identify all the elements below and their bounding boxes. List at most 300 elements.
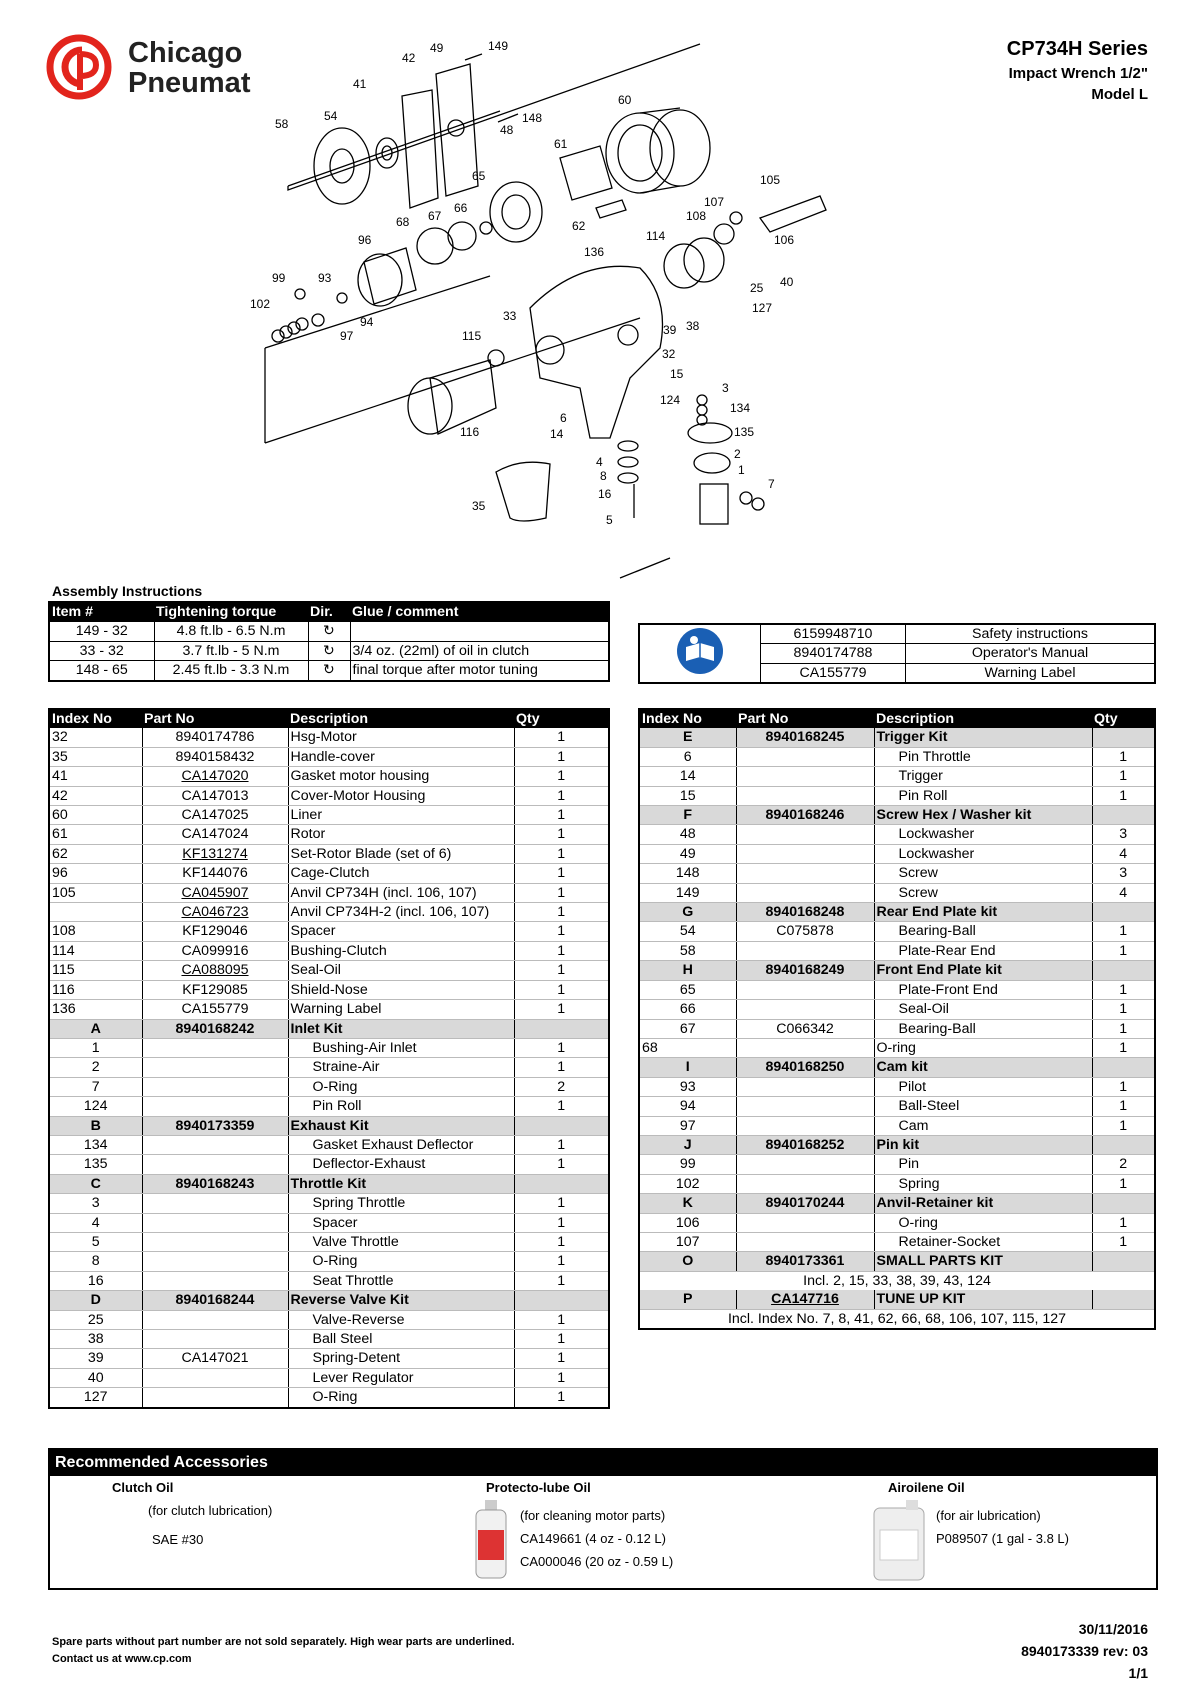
part-number: KF131274	[142, 844, 288, 863]
part-description: Rear End Plate kit	[874, 903, 1092, 922]
part-number: CA046723	[142, 903, 288, 922]
part-row	[49, 922, 609, 941]
svg-text:25: 25	[750, 281, 764, 295]
part-description: Seat Throttle	[288, 1271, 514, 1290]
part-index: 6	[639, 747, 736, 766]
col-part: Part No	[142, 709, 288, 728]
part-row	[49, 747, 609, 766]
part-index: H	[639, 961, 736, 980]
svg-text:96: 96	[358, 233, 372, 247]
svg-text:108: 108	[686, 209, 707, 223]
part-index: 62	[49, 844, 142, 863]
part-qty: 1	[514, 1155, 609, 1174]
svg-text:106: 106	[774, 233, 795, 247]
part-index: C	[49, 1174, 142, 1193]
part-qty: 1	[1092, 941, 1155, 960]
part-row	[49, 961, 609, 980]
part-index: 1	[49, 1038, 142, 1057]
part-qty: 1	[1092, 980, 1155, 999]
part-row	[639, 1155, 1155, 1174]
assembly-item: 148 - 65	[49, 661, 154, 681]
part-qty: 1	[514, 806, 609, 825]
part-qty: 1	[514, 1097, 609, 1116]
svg-text:6: 6	[560, 411, 567, 425]
part-qty: 1	[1092, 1232, 1155, 1251]
part-description: Spacer	[288, 922, 514, 941]
part-number: KF129085	[142, 980, 288, 999]
part-qty: 1	[514, 844, 609, 863]
col-qty: Qty	[1092, 709, 1155, 728]
part-row	[639, 1038, 1155, 1057]
svg-text:1: 1	[738, 463, 745, 477]
svg-text:124: 124	[660, 393, 681, 407]
part-index: I	[639, 1058, 736, 1077]
part-row	[639, 941, 1155, 960]
part-qty: 1	[514, 980, 609, 999]
part-index: E	[639, 728, 736, 747]
part-description: Throttle Kit	[288, 1174, 514, 1193]
part-index: 7	[49, 1077, 142, 1096]
part-index: 65	[639, 980, 736, 999]
part-number	[736, 786, 874, 805]
part-qty: 1	[514, 1058, 609, 1077]
part-index: 16	[49, 1271, 142, 1290]
part-number: 8940168248	[736, 903, 874, 922]
part-number	[142, 1097, 288, 1116]
part-number	[142, 1310, 288, 1329]
protecto-details	[520, 1504, 673, 1573]
document-header	[1007, 38, 1148, 103]
part-number	[736, 1097, 874, 1116]
part-qty	[1092, 728, 1155, 747]
svg-text:48: 48	[500, 123, 514, 137]
part-description: Cam	[874, 1116, 1092, 1135]
svg-text:42: 42	[402, 51, 416, 65]
svg-text:35: 35	[472, 499, 486, 513]
part-qty: 1	[514, 1271, 609, 1290]
svg-text:60: 60	[618, 93, 632, 107]
part-description: Valve Throttle	[288, 1232, 514, 1251]
part-description: Bushing-Clutch	[288, 941, 514, 960]
part-description: Warning Label	[288, 1000, 514, 1019]
kit-includes-row	[639, 1271, 1155, 1290]
part-index: 115	[49, 961, 142, 980]
part-qty: 1	[514, 1232, 609, 1251]
assembly-row	[49, 622, 609, 641]
part-qty: 1	[514, 1310, 609, 1329]
part-qty: 1	[514, 922, 609, 941]
part-qty: 1	[1092, 1213, 1155, 1232]
assembly-item: 149 - 32	[49, 622, 154, 641]
part-row	[49, 767, 609, 786]
part-index: 61	[49, 825, 142, 844]
accessories-title: Recommended Accessories	[50, 1450, 1156, 1476]
cp-logo-icon	[46, 34, 112, 100]
col-torque: Tightening torque	[154, 602, 308, 622]
part-description: SMALL PARTS KIT	[874, 1252, 1092, 1271]
svg-text:105: 105	[760, 173, 781, 187]
part-number: CA147716	[736, 1290, 874, 1309]
assembly-row	[49, 641, 609, 660]
assembly-table	[48, 601, 610, 682]
svg-text:33: 33	[503, 309, 517, 323]
part-row	[49, 980, 609, 999]
part-row	[639, 825, 1155, 844]
part-number: 8940173361	[736, 1252, 874, 1271]
col-desc: Description	[288, 709, 514, 728]
svg-text:41: 41	[353, 77, 367, 91]
footer-page: 1/1	[1128, 1665, 1148, 1681]
part-row	[639, 1232, 1155, 1251]
part-index: 67	[639, 1019, 736, 1038]
part-number	[736, 1213, 874, 1232]
kit-header-row	[639, 1290, 1155, 1309]
part-number: KF144076	[142, 864, 288, 883]
part-index: 41	[49, 767, 142, 786]
part-row	[49, 1000, 609, 1019]
footer-doc-info	[1021, 1618, 1148, 1684]
assembly-torque: 2.45 ft.lb - 3.3 N.m	[154, 661, 308, 681]
part-qty: 1	[514, 1388, 609, 1408]
svg-text:66: 66	[454, 201, 468, 215]
part-row	[49, 844, 609, 863]
part-row	[49, 1194, 609, 1213]
part-row	[639, 1077, 1155, 1096]
part-row	[49, 786, 609, 805]
footer-contact: Contact us at www.cp.com	[52, 1653, 192, 1665]
part-description: Lockwasher	[874, 844, 1092, 863]
part-index: 97	[639, 1116, 736, 1135]
part-description: Bearing-Ball	[874, 1019, 1092, 1038]
part-number	[736, 767, 874, 786]
part-description: Valve-Reverse	[288, 1310, 514, 1329]
part-index: 40	[49, 1368, 142, 1387]
part-index: 102	[639, 1174, 736, 1193]
part-description: O-Ring	[288, 1252, 514, 1271]
part-description: Gasket Exhaust Deflector	[288, 1135, 514, 1154]
part-description: Trigger Kit	[874, 728, 1092, 747]
document-row	[639, 624, 1155, 644]
part-qty: 1	[1092, 1116, 1155, 1135]
assembly-item: 33 - 32	[49, 641, 154, 660]
part-index: D	[49, 1291, 142, 1310]
col-comment: Glue / comment	[350, 602, 609, 622]
part-qty: 3	[1092, 825, 1155, 844]
part-qty: 1	[1092, 786, 1155, 805]
part-qty: 1	[514, 747, 609, 766]
part-index: 135	[49, 1155, 142, 1174]
part-description: Bearing-Ball	[874, 922, 1092, 941]
kit-header-row	[49, 1116, 609, 1135]
part-description: Retainer-Socket	[874, 1232, 1092, 1251]
kit-header-row	[639, 903, 1155, 922]
part-description: Spacer	[288, 1213, 514, 1232]
part-description: Rotor	[288, 825, 514, 844]
svg-text:136: 136	[584, 245, 605, 259]
part-index: 108	[49, 922, 142, 941]
parts-table-left	[48, 708, 610, 1409]
part-row	[49, 1368, 609, 1387]
svg-text:102: 102	[250, 297, 271, 311]
part-number: 8940168244	[142, 1291, 288, 1310]
part-description: Spring-Detent	[288, 1349, 514, 1368]
clutch-oil	[112, 1480, 272, 1547]
part-description: O-ring	[874, 1038, 1092, 1057]
col-qty: Qty	[514, 709, 609, 728]
kit-header-row	[639, 1135, 1155, 1154]
part-number: CA147013	[142, 786, 288, 805]
part-description: Seal-Oil	[874, 1000, 1092, 1019]
part-qty: 2	[514, 1077, 609, 1096]
part-row	[49, 1388, 609, 1408]
part-qty	[1092, 1290, 1155, 1309]
part-number: 8940168252	[736, 1135, 874, 1154]
document-number: 6159948710	[761, 624, 906, 644]
svg-text:65: 65	[472, 169, 486, 183]
part-row	[639, 1116, 1155, 1135]
part-row	[49, 1135, 609, 1154]
documents-table	[638, 623, 1156, 684]
part-number	[736, 1038, 874, 1057]
svg-text:68: 68	[396, 215, 410, 229]
svg-text:135: 135	[734, 425, 755, 439]
part-qty: 1	[514, 1349, 609, 1368]
part-number	[736, 825, 874, 844]
part-index: 60	[49, 806, 142, 825]
part-row	[49, 883, 609, 902]
part-row	[49, 1077, 609, 1096]
kit-header-row	[49, 1019, 609, 1038]
part-number	[142, 1135, 288, 1154]
svg-text:14: 14	[550, 427, 564, 441]
part-number	[736, 980, 874, 999]
part-description: Anvil CP734H (incl. 106, 107)	[288, 883, 514, 902]
part-description: TUNE UP KIT	[874, 1290, 1092, 1309]
part-description: Exhaust Kit	[288, 1116, 514, 1135]
part-description: Handle-cover	[288, 747, 514, 766]
part-description: Bushing-Air Inlet	[288, 1038, 514, 1057]
document-description: Operator's Manual	[906, 644, 1156, 663]
part-number: 8940168242	[142, 1019, 288, 1038]
brand-logo	[46, 34, 286, 100]
part-row	[49, 825, 609, 844]
part-description: Pin kit	[874, 1135, 1092, 1154]
part-number	[736, 1232, 874, 1251]
airoilene-details	[936, 1504, 1069, 1550]
part-index: 35	[49, 747, 142, 766]
part-description: Screw	[874, 883, 1092, 902]
kit-header-row	[639, 1194, 1155, 1213]
footer-doc-number: 8940173339 rev: 03	[1021, 1643, 1148, 1659]
svg-text:15: 15	[670, 367, 684, 381]
part-number	[736, 941, 874, 960]
part-number	[142, 1232, 288, 1251]
part-row	[49, 1271, 609, 1290]
part-description: Front End Plate kit	[874, 961, 1092, 980]
part-number	[736, 747, 874, 766]
part-qty: 1	[514, 825, 609, 844]
kit-header-row	[49, 1291, 609, 1310]
part-description: Screw	[874, 864, 1092, 883]
part-index: O	[639, 1252, 736, 1271]
part-row	[49, 903, 609, 922]
part-description: Trigger	[874, 767, 1092, 786]
airoilene-name: Airoilene Oil	[888, 1480, 965, 1495]
assembly-title: Assembly Instructions	[52, 583, 203, 599]
part-qty	[1092, 806, 1155, 825]
part-row	[639, 786, 1155, 805]
svg-text:127: 127	[752, 301, 773, 315]
part-index: 8	[49, 1252, 142, 1271]
assembly-torque: 3.7 ft.lb - 5 N.m	[154, 641, 308, 660]
part-description: Cage-Clutch	[288, 864, 514, 883]
part-row	[639, 767, 1155, 786]
part-qty: 1	[1092, 1077, 1155, 1096]
part-qty	[514, 1116, 609, 1135]
part-qty: 1	[514, 883, 609, 902]
part-index: 48	[639, 825, 736, 844]
part-index: 94	[639, 1097, 736, 1116]
part-index: 93	[639, 1077, 736, 1096]
part-description: Ball-Steel	[874, 1097, 1092, 1116]
col-item: Item #	[49, 602, 154, 622]
series-title: CP734H Series	[1006, 38, 1148, 60]
part-qty: 1	[514, 903, 609, 922]
airoilene-part1: P089507 (1 gal - 3.8 L)	[936, 1531, 1069, 1546]
part-number	[142, 1388, 288, 1408]
document-description: Warning Label	[906, 663, 1156, 683]
part-qty: 1	[1092, 1038, 1155, 1057]
part-row	[639, 864, 1155, 883]
svg-text:39: 39	[663, 323, 677, 337]
svg-text:16: 16	[598, 487, 612, 501]
part-qty: 1	[514, 767, 609, 786]
kit-header-row	[49, 1174, 609, 1193]
svg-text:134: 134	[730, 401, 751, 415]
part-index: 58	[639, 941, 736, 960]
part-qty: 4	[1092, 883, 1155, 902]
part-qty	[1092, 903, 1155, 922]
manual-icon	[639, 624, 761, 683]
part-description: Lever Regulator	[288, 1368, 514, 1387]
part-index: 114	[49, 941, 142, 960]
part-description: Shield-Nose	[288, 980, 514, 999]
airoilene-jug-image	[870, 1500, 928, 1582]
part-number: 8940168249	[736, 961, 874, 980]
part-qty: 1	[514, 961, 609, 980]
part-number	[736, 1116, 874, 1135]
part-index: 3	[49, 1194, 142, 1213]
part-index: 134	[49, 1135, 142, 1154]
col-index: Index No	[639, 709, 736, 728]
part-index: P	[639, 1290, 736, 1309]
part-index: 107	[639, 1232, 736, 1251]
part-qty: 1	[1092, 1000, 1155, 1019]
svg-text:49: 49	[430, 41, 444, 55]
svg-text:8: 8	[600, 469, 607, 483]
part-index: 124	[49, 1097, 142, 1116]
svg-text:38: 38	[686, 319, 700, 333]
part-index: A	[49, 1019, 142, 1038]
part-description: Deflector-Exhaust	[288, 1155, 514, 1174]
part-number: CA147024	[142, 825, 288, 844]
part-qty: 1	[514, 1213, 609, 1232]
part-qty: 1	[514, 1135, 609, 1154]
part-index: 4	[49, 1213, 142, 1232]
part-description: Pin Roll	[874, 786, 1092, 805]
svg-text:149: 149	[488, 39, 509, 53]
part-row	[49, 806, 609, 825]
part-row	[49, 1097, 609, 1116]
part-qty	[514, 1291, 609, 1310]
part-index: B	[49, 1116, 142, 1135]
svg-text:61: 61	[554, 137, 568, 151]
document-number: CA155779	[761, 663, 906, 683]
brand-line2: Pneumat	[128, 67, 251, 99]
part-description: Anvil-Retainer kit	[874, 1194, 1092, 1213]
part-row	[639, 1174, 1155, 1193]
part-row	[49, 1310, 609, 1329]
part-row	[49, 1330, 609, 1349]
part-number: C066342	[736, 1019, 874, 1038]
part-description: Spring Throttle	[288, 1194, 514, 1213]
svg-text:4: 4	[596, 455, 603, 469]
part-qty: 1	[1092, 1174, 1155, 1193]
part-row	[639, 1000, 1155, 1019]
part-number	[736, 1155, 874, 1174]
part-number	[142, 1271, 288, 1290]
svg-text:107: 107	[704, 195, 725, 209]
part-number	[142, 1368, 288, 1387]
part-index: 25	[49, 1310, 142, 1329]
part-index: 66	[639, 1000, 736, 1019]
part-index: 2	[49, 1058, 142, 1077]
part-number: CA045907	[142, 883, 288, 902]
part-row	[49, 1213, 609, 1232]
svg-text:148: 148	[522, 111, 543, 125]
part-index: 42	[49, 786, 142, 805]
part-qty: 1	[514, 1000, 609, 1019]
exploded-view-diagram	[250, 38, 900, 578]
protecto-part1: CA149661 (4 oz - 0.12 L)	[520, 1531, 666, 1546]
assembly-row	[49, 661, 609, 681]
part-qty: 1	[514, 1330, 609, 1349]
part-index: 96	[49, 864, 142, 883]
kit-header-row	[639, 1058, 1155, 1077]
part-qty: 1	[514, 864, 609, 883]
svg-text:5: 5	[606, 513, 613, 527]
part-number: 8940170244	[736, 1194, 874, 1213]
part-description: Set-Rotor Blade (set of 6)	[288, 844, 514, 863]
part-row	[639, 980, 1155, 999]
accessories-box	[48, 1448, 1158, 1590]
part-number	[736, 1174, 874, 1193]
part-description: Pin	[874, 1155, 1092, 1174]
model-label: Model L	[1091, 86, 1148, 103]
footer-note-parts: Spare parts without part number are not sold separately. High wear parts are underlined.	[52, 1636, 515, 1648]
part-qty: 1	[1092, 922, 1155, 941]
part-description: Plate-Rear End	[874, 941, 1092, 960]
kit-includes-text: Incl. 2, 15, 33, 38, 39, 43, 124	[639, 1271, 1155, 1290]
part-number: KF129046	[142, 922, 288, 941]
part-qty	[1092, 961, 1155, 980]
part-number: 8940174786	[142, 728, 288, 747]
part-index: F	[639, 806, 736, 825]
col-dir: Dir.	[308, 602, 350, 622]
part-description: Inlet Kit	[288, 1019, 514, 1038]
part-index	[49, 903, 142, 922]
part-row	[49, 864, 609, 883]
